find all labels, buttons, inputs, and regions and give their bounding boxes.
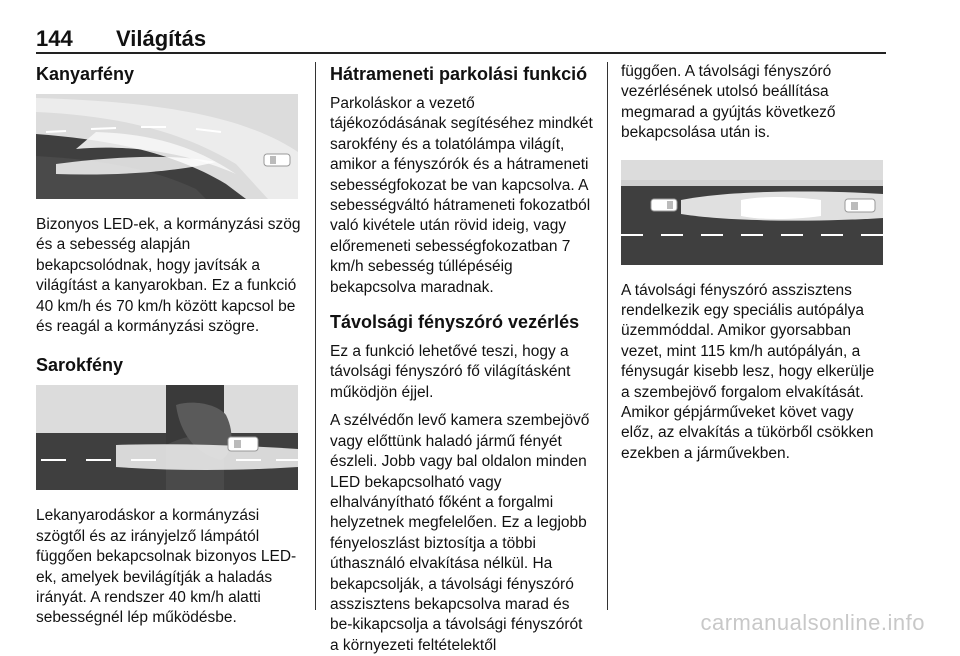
chapter-title: Világítás	[116, 26, 207, 51]
column-1	[36, 62, 301, 629]
section-heading-parking: Hátrameneti parkolási funkció	[330, 64, 588, 84]
column-2	[330, 62, 595, 656]
paragraph-highway-mode: A távolsági fényszóró asszisztens rendelkezik egy speciális autópálya üzemmóddal. Amikor gyorsabban vezet, mint 115 km/h autópályán, a fénysugár kisebb lesz, hogy elkerülje a szembejövő forgalom elvakítását. Amikor gépjárműveket követ vagy előz, az elvakítás a tükörből csökken ezekben a járművekben.	[621, 281, 875, 462]
paragraph-kanyarfeny: Bizonyos LED-ek, a kormányzási szög és a sebesség alapján bekapcsolódnak, hogy javítsák a világítást a kanyarokban. Ez a funkció 40 km/h és 70 km/h között kapcsol be és reagál a kormányzási szögre.	[36, 216, 301, 336]
page-number: 144	[36, 26, 73, 51]
column-divider-1	[315, 62, 316, 610]
section-heading-sarokfeny: Sarokfény	[36, 355, 124, 376]
paragraph-sarokfeny: Lekanyarodáskor a kormányzási szögtől és az irányjelző lámpától függően bekapcsolnak bizonyos LED-ek, amelyek bevilágítják a haladás irányát. A rendszer 40 km/h alatti sebességnél lép működésbe.	[36, 507, 297, 627]
cornering-light-illustration	[36, 94, 298, 199]
page-header	[36, 26, 886, 52]
column-3	[621, 62, 886, 464]
paragraph-high-beam-2: A szélvédőn levő kamera szembejövő vagy előttünk haladó jármű fényét észleli. Jobb vagy bal oldalon minden LED bekapcsolható vagy elhalványítható főként a forgalmi helyzetnek megfelelően. Ez a legjobb fényeloszlást biztosítja a többi úthasználó elvakítása nélkül. Ha bekapcsolják, a távolsági fényszóró asszisztens bekapcsolva marad és be-kikapcsolja a távolsági fényszórót a környezeti feltételektől	[330, 412, 590, 654]
paragraph-high-beam-continued: függően. A távolsági fényszóró vezérlésének utolsó beállítása megmarad a gyújtás következő bekapcsolása után is.	[621, 63, 836, 142]
section-heading-high-beam: Távolsági fényszóró vezérlés	[330, 312, 580, 333]
header-rule	[36, 52, 886, 54]
corner-light-illustration	[36, 385, 298, 490]
paragraph-parking: Parkoláskor a vezető tájékozódásának segítéséhez mindkét sarokfény és a tolatólámpa világít, amikor a fényszórók és a hátrameneti sebességfokozat be van kapcsolva. A sebességváltó hátrameneti fokozatból való kivétele után rövid ideig, vagy előremeneti sebességfokozatban 7 km/h sebesség túllépéséig bekapcsolva maradnak.	[330, 95, 593, 296]
high-beam-illustration	[621, 160, 883, 265]
watermark: carmanualsonline.info	[700, 610, 925, 635]
paragraph-high-beam-1: Ez a funkció lehetővé teszi, hogy a távolsági fényszóró fő világításként működjön éjjel.	[330, 343, 571, 401]
section-heading-kanyarfeny: Kanyarfény	[36, 64, 135, 84]
column-divider-2	[607, 62, 608, 610]
